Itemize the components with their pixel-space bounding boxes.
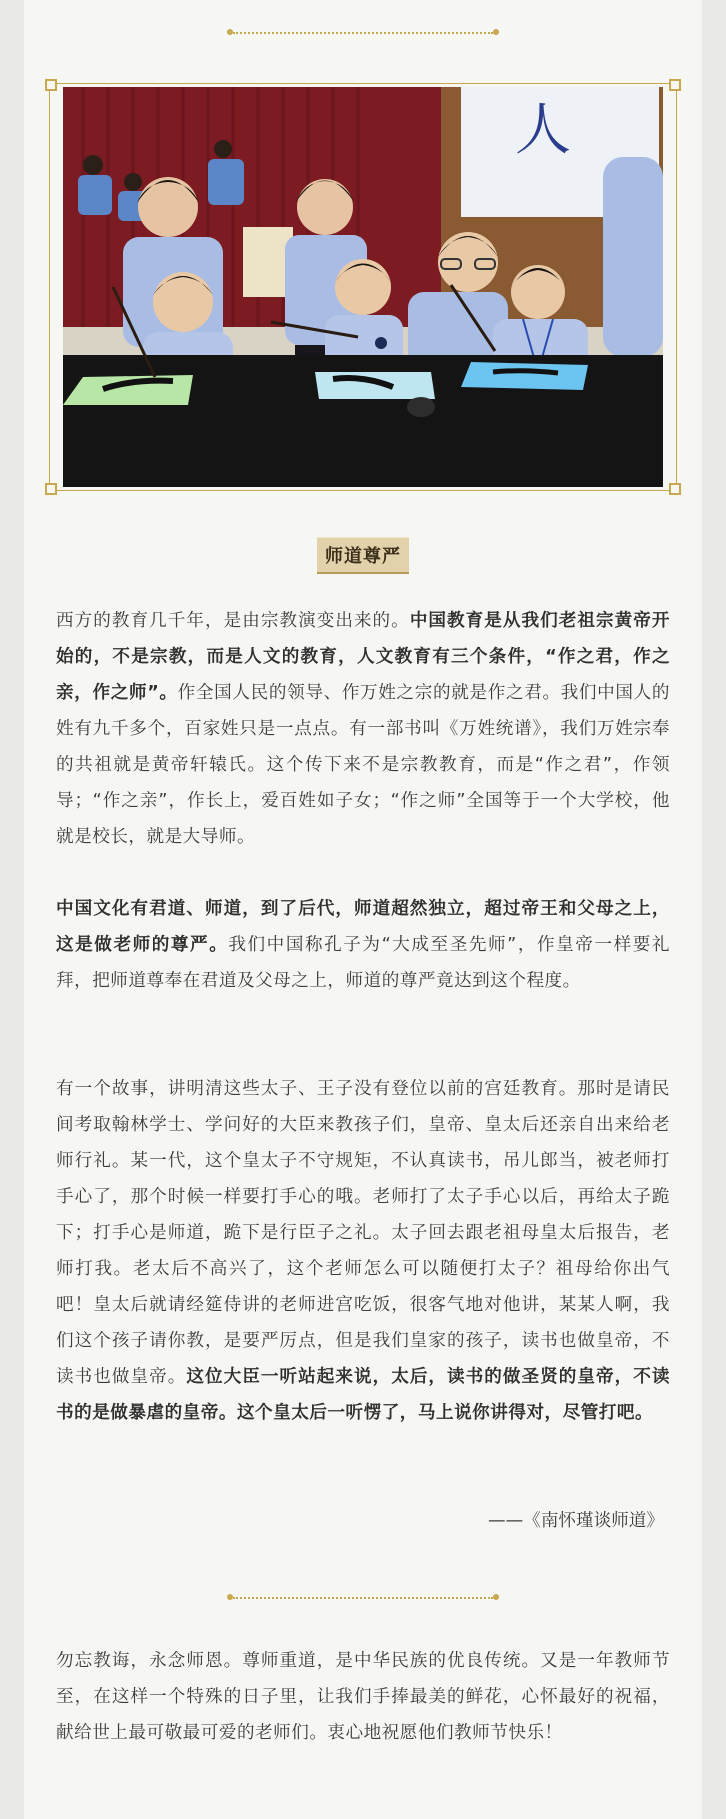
projector-character: 人	[515, 98, 571, 163]
divider-knob-right	[493, 29, 499, 35]
divider-line	[233, 32, 493, 34]
frame-corner	[669, 483, 681, 495]
frame-corner	[45, 483, 57, 495]
paragraph-text: 西方的教育几千年，是由宗教演变出来的。	[56, 611, 410, 631]
paragraph-text: 有一个故事，讲明清这些太子、王子没有登位以前的宫廷教育。那时是请民间考取翰林学士、学问好的大臣来教孩子们，皇帝、皇太后还亲自出来给老师行礼。某一代，这个皇太子不守规矩，不认真读书，吊儿郎当，被老师打手心了，那个时候一样要打手心的哦。老师打了太子手心以后，再给太子跪下；打手心是师道，跪下是行臣子之礼。太子回去跟老祖母皇太后报告，老师打我。老太后不高兴了，这个老师怎么可以随便打太子？祖母给你出气吧！皇太后就请经筵侍讲的老师进宫吃饭，很客气地对他讲，某某人啊，我们这个孩子请你教，是要严厉点，但是我们皇家的孩子，读书也做皇帝，不读书也做皇帝。	[56, 1079, 670, 1387]
calligraphy-class-photo	[63, 87, 663, 487]
paragraph-text: 作全国人民的领导、作万姓之宗的就是作之君。我们中国人的姓有九千多个，百家姓只是一点点。有一部书叫《万姓统谱》，我们万姓宗奉的共祖就是黄帝轩辕氏。这个传下来不是宗教教育，而是“作之君”，作领导；“作之亲”，作长上，爱百姓如子女；“作之师”全国等于一个大学校，他就是校长，就是大导师。	[56, 683, 670, 847]
paragraph-2	[56, 891, 670, 999]
paragraph-3	[56, 1071, 670, 1431]
attribution: ——《南怀瑾谈师道》	[488, 1511, 664, 1531]
top-divider	[227, 29, 499, 37]
frame-corner	[45, 79, 57, 91]
paragraph-1	[56, 603, 670, 855]
divider-knob-right	[493, 1594, 499, 1600]
closing-paragraph: 勿忘教诲，永念师恩。尊师重道，是中华民族的优良传统。又是一年教师节至，在这样一个特殊的日子里，让我们手捧最美的鲜花，心怀最好的祝福，献给世上最可敬最可爱的老师们。衷心地祝愿他们教师节快乐！	[56, 1651, 670, 1743]
article-page	[24, 0, 702, 1819]
bottom-divider	[227, 1594, 499, 1602]
paragraph-bold-text: 中国文化有君道、师道，到了后代，师道超然独立，超过帝王和父母之上，这是做老师的尊严。	[56, 899, 670, 955]
paragraph-bold-text: 这位大臣一听站起来说，太后，读书的做圣贤的皇帝，不读书的是做暴虐的皇帝。这个皇太后一听愣了，马上说你讲得对，尽管打吧。	[56, 1367, 670, 1423]
photo-frame	[49, 83, 677, 491]
paragraph-text: 我们中国称孔子为“大成至圣先师”，作皇帝一样要礼拜，把师道尊奉在君道及父母之上，师道的尊严竟达到这个程度。	[56, 935, 670, 991]
divider-line	[233, 1597, 493, 1599]
photo-illustration	[63, 87, 663, 487]
frame-corner	[669, 79, 681, 91]
paragraph-bold-text: 中国教育是从我们老祖宗黄帝开始的，不是宗教，而是人文的教育，人文教育有三个条件，“作之君，作之亲，作之师”。	[56, 611, 670, 703]
section-title: 师道尊严	[317, 537, 409, 574]
